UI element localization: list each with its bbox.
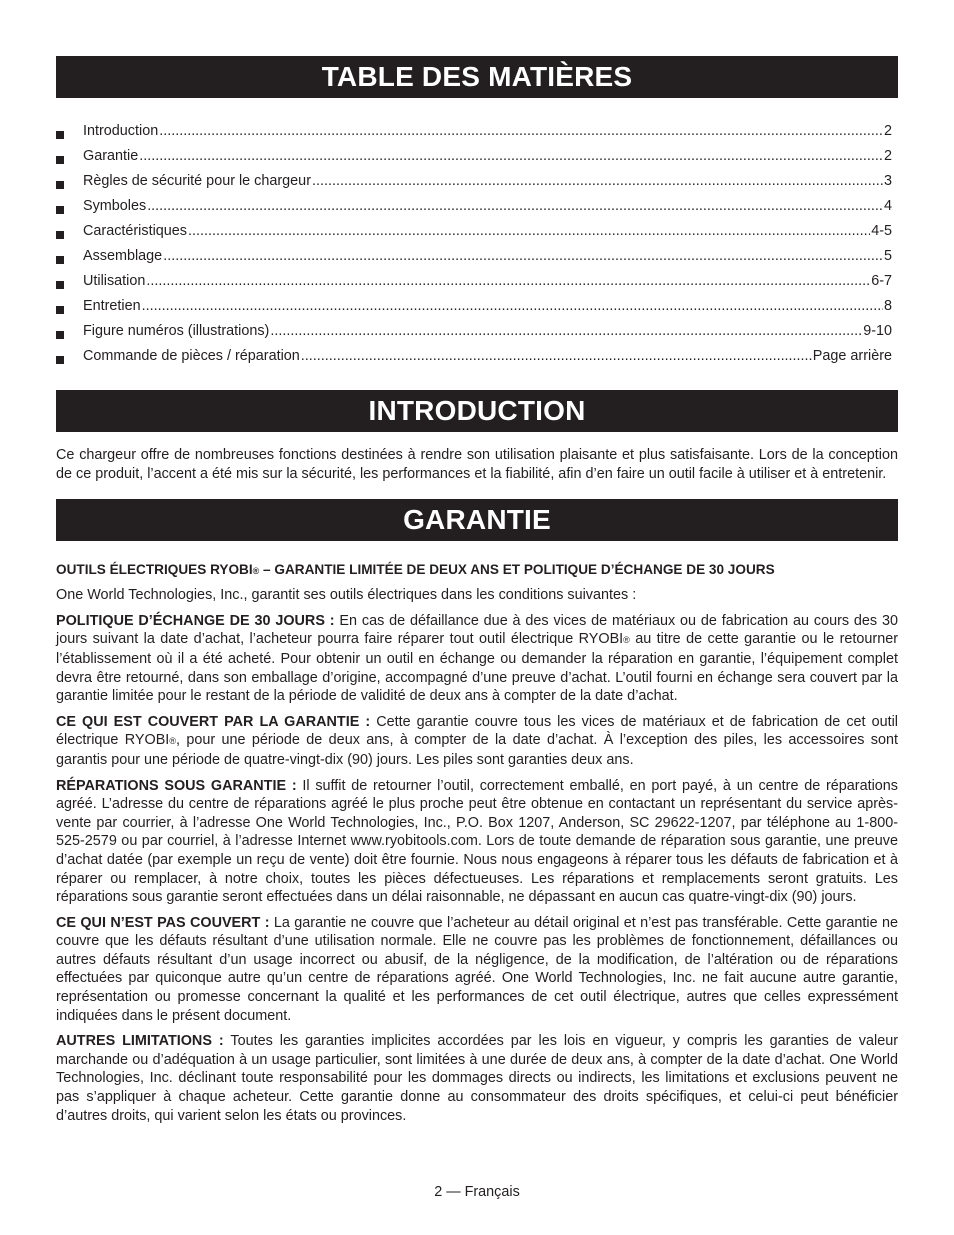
introduction-title: INTRODUCTION (56, 390, 898, 432)
registered-mark: ® (252, 566, 260, 577)
covered-text-a: Cette garantie couvre tous les vices de matériaux et de fabrication de cet outil électrique RYOBI (56, 713, 898, 749)
not-covered-paragraph (56, 914, 898, 1026)
toc-item-label: Figure numéros (illustrations) (83, 323, 270, 339)
limitations-label: AUTRES LIMITATIONS : (56, 1033, 224, 1050)
toc-item-label: Commande de pièces / réparation (83, 348, 300, 364)
dot-leader (142, 298, 883, 314)
warranty-intro: One World Technologies, Inc., garantit ses outils électriques dans les conditions suivantes : (56, 587, 637, 604)
exchange-policy-label: POLITIQUE D’ÉCHANGE DE 30 JOURS : (56, 612, 335, 629)
toc-item-page: 2 (883, 148, 892, 164)
toc-item-page: 4-5 (871, 223, 892, 239)
introduction-text: Ce chargeur offre de nombreuses fonctions destinées à rendre son utilisation plaisante et plus satisfaisante. Lors de la conception de ce produit, l’accent a été mis sur la sécurité, les performances et la fiabilité, afin d’en faire un outil facile à utiliser et à entretenir. (56, 447, 898, 482)
toc-item-assemblage[interactable] (56, 248, 898, 273)
toc-item-page: 6-7 (871, 273, 892, 289)
dot-leader (147, 198, 883, 214)
repairs-text: Il suffit de retourner l’outil, correctement emballé, en port payé, à un centre de réparations agréé. L’adresse du centre de réparations agréé le plus proche peut être obtenue en contactant un représentant du service après-vente par courrier, à l’adresse One World Technologies, Inc., P.O. Box 1207, Anderson, SC 29622-1207, par téléphone au 1-800-525-2579 ou par courriel, à l’adresse Internet www.ryobitools.com. Lors de toute demande de réparation sous garantie, une preuve d’achat datée (par exemple un reçu de vente) doit être fournie. Nous nous engageons à réparer tous les défauts de fabrication et à réparer ou remplacer, à notre choix, toutes les pièces défectueuses. Les réparations et remplacements seront gratuits. Les réparations sous garantie seront effectuées dans un délai raisonnable, ne dépassant en aucun cas quatre-vingt-dix (90) jours. (56, 777, 898, 906)
toc-item-page: 5 (883, 248, 892, 264)
warranty-title: GARANTIE (56, 499, 898, 541)
toc-item-page: 9-10 (863, 323, 892, 339)
exchange-policy-text-a: En cas de défaillance due à des vices de matériaux ou de fabrication au cours des 30 jours suivant la date d’achat, l’acheteur pourra faire réparer tout outil électrique RYOBI (56, 612, 898, 648)
repairs-paragraph (56, 777, 898, 907)
square-bullet-icon (56, 356, 64, 364)
toc-item-label: Utilisation (83, 273, 146, 289)
toc-item-garantie[interactable] (56, 148, 898, 173)
toc-title: TABLE DES MATIÈRES (56, 56, 898, 98)
square-bullet-icon (56, 231, 64, 239)
repairs-label: RÉPARATIONS SOUS GARANTIE : (56, 777, 297, 794)
toc-item-caracteristiques[interactable] (56, 223, 898, 248)
toc-item-label: Règles de sécurité pour le chargeur (83, 173, 311, 189)
warranty-heading (56, 561, 898, 580)
table-of-contents (56, 123, 898, 373)
toc-item-symboles[interactable] (56, 198, 898, 223)
toc-item-label: Caractéristiques (83, 223, 187, 239)
toc-item-page: 3 (883, 173, 892, 189)
covered-label: CE QUI EST COUVERT PAR LA GARANTIE : (56, 713, 371, 730)
toc-item-label: Introduction (83, 123, 159, 139)
toc-item-commande-pieces[interactable] (56, 348, 898, 373)
dot-leader (163, 248, 883, 264)
square-bullet-icon (56, 181, 64, 189)
dot-leader (159, 123, 883, 139)
warranty-heading-rest: – GARANTIE LIMITÉE DE DEUX ANS ET POLITIQUE D’ÉCHANGE DE 30 JOURS (259, 562, 775, 578)
exchange-policy-paragraph (56, 612, 898, 706)
square-bullet-icon (56, 156, 64, 164)
not-covered-text: La garantie ne couvre que l’acheteur au détail original et n’est pas transférable. Cette garantie ne couvre que les défauts résultant d’une utilisation normale. Elle ne couvre pas les problèmes de fonctionnement, défaillances ou autres défauts résultant d’un usage incorrect ou abusif, de la négligence, de la modification, de l’altération ou de réparations effectuées par quiconque autre qu’un centre de réparations agréé. One World Technologies, Inc. ne fait aucune autre garantie, représentation ou promesse concernant la qualité et les performances de cet outil électrique, autres que celles expressément indiquées dans le présent document. (56, 914, 898, 1024)
covered-text-b: , pour une période de deux ans, à compter de la date d’achat. À l’exception des piles, les accessoires sont garantis pour une période de quatre-vingt-dix (90) jours. Les piles sont garanties deux ans. (56, 732, 898, 768)
square-bullet-icon (56, 206, 64, 214)
toc-item-page: 2 (883, 123, 892, 139)
toc-item-utilisation[interactable] (56, 273, 898, 298)
registered-mark: ® (623, 635, 630, 646)
toc-item-label: Entretien (83, 298, 141, 314)
dot-leader (188, 223, 870, 239)
warranty-heading-brand: OUTILS ÉLECTRIQUES RYOBI (56, 562, 253, 578)
dot-leader (146, 273, 870, 289)
toc-item-entretien[interactable] (56, 298, 898, 323)
page-content (56, 56, 898, 1125)
square-bullet-icon (56, 331, 64, 339)
toc-item-page: 8 (883, 298, 892, 314)
toc-item-figures[interactable] (56, 323, 898, 348)
not-covered-label: CE QUI N’EST PAS COUVERT : (56, 914, 270, 931)
square-bullet-icon (56, 131, 64, 139)
toc-item-regles-securite[interactable] (56, 173, 898, 198)
page-footer: 2 — Français (434, 1184, 520, 1200)
dot-leader (139, 148, 883, 164)
limitations-paragraph (56, 1032, 898, 1125)
square-bullet-icon (56, 256, 64, 264)
exchange-policy-text-b: au titre de cette garantie ou le retourner l’établissement où il a été acheté. Pour obtenir un outil en échange ou demander la réparation en garantie, l’équipement complet devra être retourné, dans son emballage d’origine, accompagné d’une preuve d’achat. L’outil fourni en échange sera couvert par la garantie limitée pour le restant de la période de validité de deux ans à compter de la date d’achat. (56, 631, 898, 705)
limitations-text: Toutes les garanties implicites accordées par les lois en vigueur, y compris les garanties de valeur marchande ou d’adéquation à un usage particulier, sont limitées à une durée de deux ans, à compter de la date d’achat. One World Technologies, Inc. déclinant toute responsabilité pour les dommages directs ou indirects, les limitations et exclusions peuvent ne pas s’appliquer à chaque acheteur. Cette garantie donne au consommateur des droits spécifiques, et celui-ci peut bénéficier d’autres droits, qui varient selon les états ou provinces. (56, 1033, 898, 1124)
covered-paragraph (56, 713, 898, 770)
dot-leader (270, 323, 862, 339)
square-bullet-icon (56, 306, 64, 314)
toc-item-page: 4 (883, 198, 892, 214)
toc-item-introduction[interactable] (56, 123, 898, 148)
square-bullet-icon (56, 281, 64, 289)
toc-item-label: Garantie (83, 148, 139, 164)
dot-leader (301, 348, 812, 364)
dot-leader (312, 173, 883, 189)
toc-item-label: Assemblage (83, 248, 163, 264)
toc-item-page: Page arrière (812, 348, 892, 364)
registered-mark: ® (169, 736, 176, 747)
toc-item-label: Symboles (83, 198, 147, 214)
